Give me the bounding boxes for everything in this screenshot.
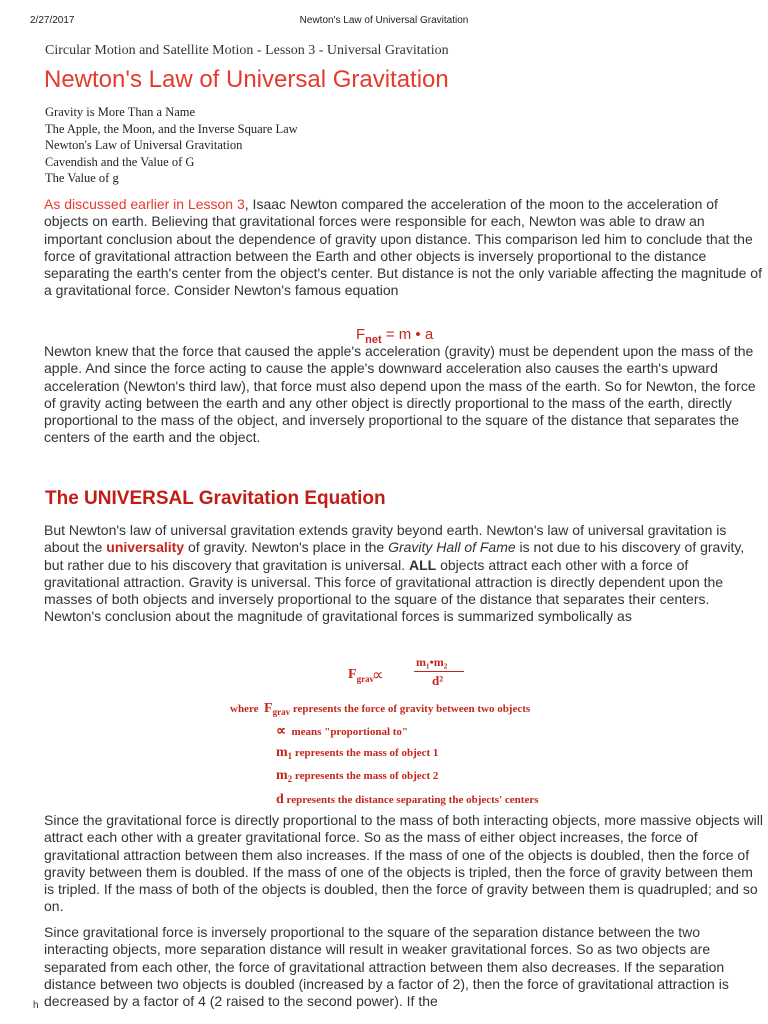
paragraph-3 [44,522,764,626]
page-title: Newton's Law of Universal Gravitation [44,66,449,93]
toc-item-universal-gravitation[interactable]: Newton's Law of Universal Gravitation [45,138,243,152]
legend-proportional: ∝ means "proportional to" [276,724,409,739]
lesson-breadcrumb[interactable]: Circular Motion and Satellite Motion - Lesson 3 - Universal Gravitation [45,43,449,58]
toc-item-gravity-more-than-name[interactable]: Gravity is More Than a Name [45,105,196,119]
universality-term: universality [106,539,185,556]
proportional-symbol: ∝ [372,667,384,684]
legend-mass-1: $m_1$ represents the mass of object 1 [276,745,439,762]
p3-text-e: is not due to his discovery of gravity, but rather due to his discovery that gravitation is universal. [44,539,745,573]
fraction-bar [414,671,464,672]
eq1-rhs: = m • a [381,326,434,343]
eq1-subscript: net [365,334,382,346]
section-heading: The UNIVERSAL Gravitation Equation [45,488,386,509]
print-date: 2/27/2017 [30,15,75,26]
eq1-force: F [356,326,366,343]
paragraph-1 [44,196,764,300]
page-marker: h [33,1000,39,1011]
paragraph-4: Since the gravitational force is directly proportional to the mass of both interacting objects, more massive objects will attract each other with a greater gravitational force. So as the mass of either object increases, the force of gravitational attraction between them also increases. If the mass of one of the objects is doubled, then the force of gravity between them is doubled. If the mass of one of the objects is tripled, then the force of gravity between them is tripled. If the mass of both of the objects is doubled, then the force of gravity between them is quadrupled; and so on. [44,812,764,915]
legend-force: where $F_{grav}$ represents the force of gravity between two objects [230,701,531,718]
print-header-title: Newton's Law of Universal Gravitation [299,15,469,26]
p3-text-a: But Newton's law of universal gravitation extends gravity beyond earth. Newton's law of universal gravitation is about the [44,522,727,556]
eq2-force: $F_{grav}$ [348,667,375,684]
lesson3-link[interactable]: As discussed earlier in Lesson 3 [44,196,245,212]
legend-mass-2: $m_2$ represents the mass of object 2 [276,768,439,785]
gravity-hall-of-fame-term: Gravity Hall of Fame [388,539,516,556]
paragraph-1-text: , Isaac Newton compared the acceleration of the moon to the acceleration of objects on earth. Believing that gravitational forces were responsible for each, Newton was able to draw an important conclusion about the dependence of gravity upon distance. This comparison led him to conclude that the force of gravitational attraction between the Earth and other objects is inversely proportional to the distance separating the earth's center from the object's center. But distance is not the only variable affecting the magnitude of a gravitational force. Consider Newton's famous equation [44,196,762,299]
lesson-toc [45,104,298,187]
universal-gravitation-equation [0,655,768,695]
eq2-numerator: m₁•m₂ [416,655,448,669]
toc-item-apple-moon[interactable]: The Apple, the Moon, and the Inverse Square Law [45,121,298,136]
p3-text-c: of gravity. Newton's place in the [184,539,389,556]
eq2-denominator: d² [432,673,444,688]
paragraph-5: Since gravitational force is inversely proportional to the square of the separation distance between the two interacting objects, more separation distance will result in weaker gravitational forces. So as two objects are separated from each other, the force of gravitational attraction between them also decreases. If the separation distance between two objects is doubled (increased by a factor of 2), then the force of gravitational attraction is decreased by a factor of 4 (2 raised to the second power). If the [44,924,729,1010]
all-emphasis: ALL [408,556,437,573]
p3-text-g: objects attract each other with a force of gravitational attraction. Gravity is universal. This force of gravitational attraction is directly dependent upon the masses of both objects and inversely proportional to the square of the distance that separates their centers. Newton's conclusion about the magnitude of gravitational forces is summarized symbolically as [44,556,724,625]
legend-distance: d represents the distance separating the objects' centers [276,792,539,807]
toc-item-cavendish[interactable]: Cavendish and the Value of G [45,154,195,169]
paragraph-2: Newton knew that the force that caused the apple's acceleration (gravity) must be dependent upon the mass of the apple. And since the force acting to cause the apple's downward acceleration also causes the earth's upward acceleration (Newton's third law), that force must also depend upon the mass of the earth. So for Newton, the force of gravity acting between the earth and any other object is directly proportional to the mass of the earth, directly proportional to the mass of the object, and inversely proportional to the square of the distance that separates the centers of the earth and the object. [44,343,756,446]
toc-item-value-of-g[interactable]: The Value of g [45,171,119,185]
